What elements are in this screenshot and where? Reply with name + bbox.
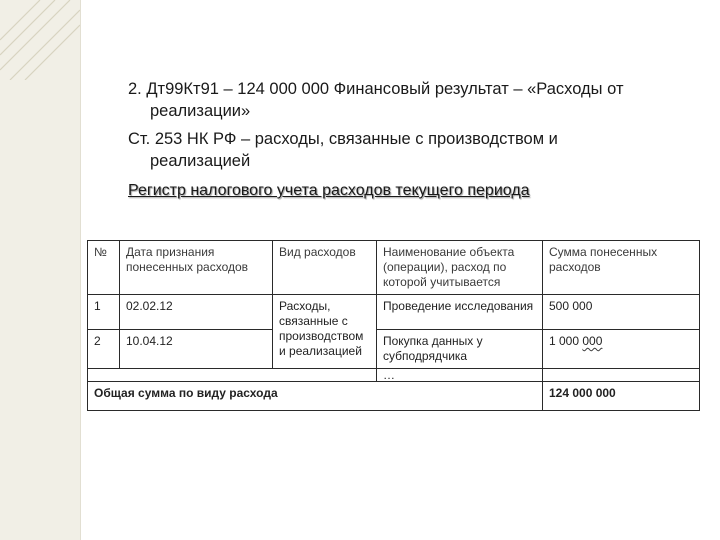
article-line <box>128 128 698 172</box>
row-sum-a: 1 000 <box>549 334 583 348</box>
side-strip <box>0 0 81 540</box>
row-sum-b: 000 <box>582 334 603 348</box>
slide-text <box>128 78 698 202</box>
entry-line-b: реализации» <box>150 102 251 120</box>
row-sum: 500 000 <box>543 295 700 330</box>
header-kind: Вид расходов <box>273 241 377 295</box>
row-kind: Расходы, связанные с производством и реализацией <box>273 295 377 369</box>
header-object: Наименование объекта (операции), расход по которой учитывается <box>377 241 543 295</box>
table-header-row <box>88 241 700 295</box>
total-label: Общая сумма по виду расхода <box>88 382 543 411</box>
register-heading: Регистр налогового учета расходов текущего периода <box>128 182 530 199</box>
entry-line <box>128 78 698 122</box>
row-num: 1 <box>88 295 120 330</box>
row-date: 02.02.12 <box>120 295 273 330</box>
header-sum: Сумма понесенных расходов <box>543 241 700 295</box>
table-row <box>88 330 700 369</box>
ellipsis: … <box>377 369 543 382</box>
corner-decoration <box>0 0 80 80</box>
table-row <box>88 295 700 330</box>
total-value: 124 000 000 <box>543 382 700 411</box>
table-total-row <box>88 382 700 411</box>
row-sum <box>543 330 700 369</box>
article-line-a: Ст. 253 НК РФ – расходы, связанные с производством и <box>128 130 558 148</box>
entry-line-a: 2. Дт99Кт91 – 124 000 000 Финансовый результат – «Расходы от <box>128 80 624 98</box>
expense-register-table <box>87 240 700 411</box>
row-num: 2 <box>88 330 120 369</box>
article-line-b: реализацией <box>150 152 251 170</box>
header-date: Дата признания понесенных расходов <box>120 241 273 295</box>
table-ellipsis-row <box>88 369 700 382</box>
row-object: Проведение исследования <box>377 295 543 330</box>
row-date: 10.04.12 <box>120 330 273 369</box>
header-num: № <box>88 241 120 295</box>
row-object: Покупка данных у субподрядчика <box>377 330 543 369</box>
